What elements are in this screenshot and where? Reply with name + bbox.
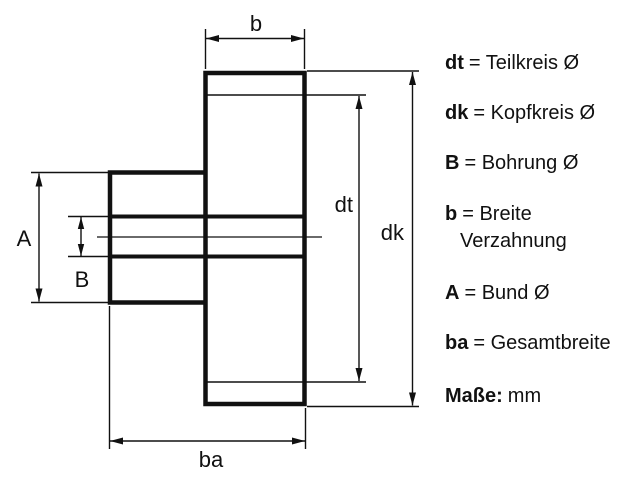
arrowhead-up-icon xyxy=(356,96,363,109)
legend-description-line2: Verzahnung xyxy=(460,230,567,252)
legend-description: = Teilkreis Ø xyxy=(468,52,580,74)
legend-description: = Gesamtbreite xyxy=(473,332,611,354)
legend-units xyxy=(445,383,541,410)
dimension-b xyxy=(206,11,305,69)
gear-body-outline xyxy=(206,73,305,404)
legend-entry-B xyxy=(445,150,578,177)
arrowhead-down-icon xyxy=(36,289,43,302)
arrowhead-up-icon xyxy=(409,72,416,85)
dimension-A xyxy=(17,173,108,303)
legend-term: Maße: xyxy=(445,385,503,407)
legend-description: = Kopfkreis Ø xyxy=(473,102,596,124)
legend-entry-ba xyxy=(445,330,611,357)
label-ba: ba xyxy=(198,447,224,472)
arrowhead-up-icon xyxy=(78,217,84,229)
legend-term: b xyxy=(445,203,458,225)
legend xyxy=(445,0,640,480)
legend-description: = Bund Ø xyxy=(464,282,550,304)
legend-term: ba xyxy=(445,332,469,354)
legend-description: mm xyxy=(507,385,542,407)
arrowhead-right-icon xyxy=(292,438,305,445)
legend-term: dk xyxy=(445,102,469,124)
legend-description: = Bohrung Ø xyxy=(464,152,579,174)
arrowhead-down-icon xyxy=(78,244,84,256)
arrowhead-down-icon xyxy=(356,368,363,381)
legend-entry-dk xyxy=(445,100,595,127)
label-B: B xyxy=(74,267,90,292)
arrowhead-right-icon xyxy=(291,35,304,42)
legend-description: = Breite xyxy=(462,203,532,225)
legend-entry-b xyxy=(445,201,567,255)
label-dt: dt xyxy=(334,192,353,217)
legend-term: A xyxy=(445,282,460,304)
arrowhead-up-icon xyxy=(36,174,43,187)
label-b: b xyxy=(249,11,263,36)
legend-term: B xyxy=(445,152,460,174)
legend-entry-A xyxy=(445,280,550,307)
dimension-B xyxy=(68,217,108,293)
legend-term: dt xyxy=(445,52,464,74)
arrowhead-down-icon xyxy=(409,393,416,406)
arrowhead-left-icon xyxy=(110,438,123,445)
dimension-dk xyxy=(307,71,419,407)
legend-entry-dt xyxy=(445,50,579,77)
arrowhead-left-icon xyxy=(206,35,219,42)
label-dk: dk xyxy=(380,220,404,245)
label-A: A xyxy=(16,226,32,251)
